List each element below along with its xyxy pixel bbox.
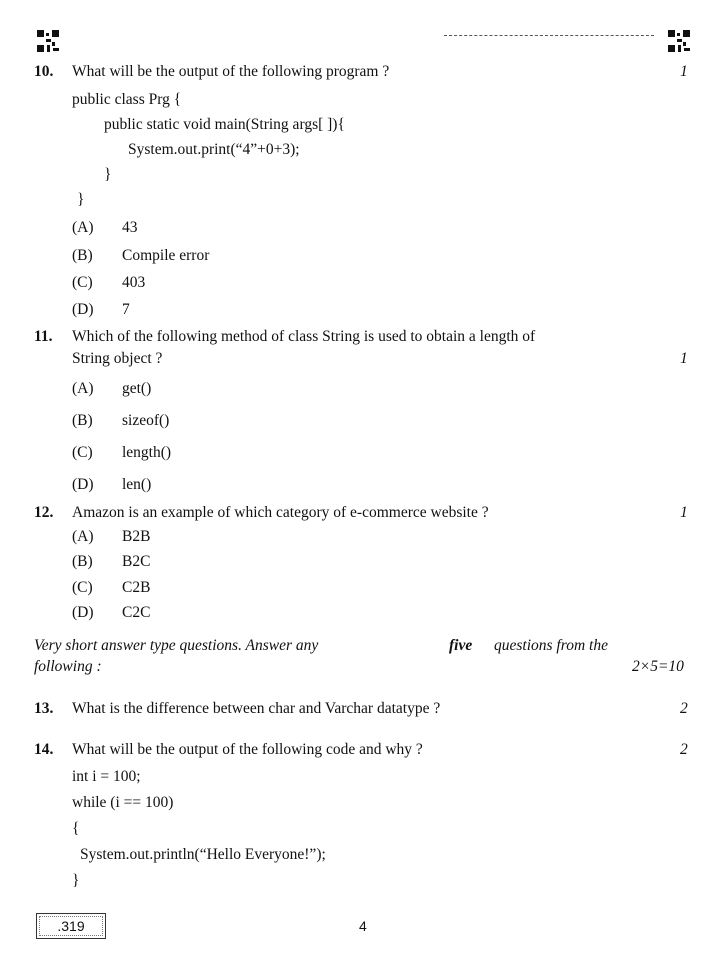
code-line: { [72, 820, 80, 837]
question-number: 13. [34, 700, 54, 717]
instruction-text: Very short answer type questions. Answer any [34, 637, 319, 654]
question-text: Which of the following method of class String is used to obtain a length of [72, 328, 536, 345]
header-dashed-line [444, 35, 654, 36]
question-number: 14. [34, 741, 54, 758]
instruction-emphasis: five [449, 637, 473, 654]
code-line: public static void main(String args[ ]){ [104, 116, 345, 133]
code-line: public class Prg { [72, 91, 182, 108]
option-text: 43 [122, 219, 138, 236]
question-marks: 2 [680, 700, 688, 717]
option-text: C2B [122, 579, 151, 596]
option-label: (B) [72, 553, 93, 570]
option-label: (D) [72, 604, 94, 621]
option-text: 7 [122, 301, 130, 318]
question-text: String object ? [72, 350, 163, 367]
option-label: (A) [72, 380, 94, 397]
option-text: B2B [122, 528, 151, 545]
question-text: What will be the output of the following program ? [72, 63, 390, 80]
code-line: System.out.println(“Hello Everyone!”); [80, 846, 326, 863]
option-label: (C) [72, 274, 93, 291]
option-text: len() [122, 476, 152, 493]
question-marks: 1 [680, 350, 688, 367]
question-number: 11. [34, 328, 53, 345]
code-line: System.out.print(“4”+0+3); [128, 141, 300, 158]
question-text: What will be the output of the following code and why ? [72, 741, 423, 758]
option-label: (D) [72, 301, 94, 318]
question-number: 10. [34, 63, 54, 80]
option-text: C2C [122, 604, 151, 621]
option-text: 403 [122, 274, 146, 291]
question-number: 12. [34, 504, 54, 521]
code-line: } [77, 191, 85, 208]
question-marks: 2 [680, 741, 688, 758]
question-text: Amazon is an example of which category of e-commerce website ? [72, 504, 489, 521]
question-marks: 1 [680, 63, 688, 80]
code-line: } [104, 166, 112, 183]
paper-code-box [36, 913, 106, 939]
paper-code: .319 [57, 918, 85, 934]
question-marks: 1 [680, 504, 688, 521]
code-line: } [72, 872, 80, 889]
section-instruction [34, 637, 318, 655]
instruction-text: following : [34, 658, 102, 675]
option-label: (B) [72, 247, 93, 264]
option-label: (C) [72, 444, 93, 461]
option-label: (D) [72, 476, 94, 493]
section-marks: 2×5=10 [632, 658, 684, 675]
qr-code-icon [37, 30, 59, 52]
question-text: What is the difference between char and Varchar datatype ? [72, 700, 441, 717]
option-text: B2C [122, 553, 151, 570]
option-text: sizeof() [122, 412, 170, 429]
code-line: while (i == 100) [72, 794, 174, 811]
instruction-text: questions from the [494, 637, 608, 654]
option-label: (A) [72, 219, 94, 236]
option-label: (A) [72, 528, 94, 545]
option-text: Compile error [122, 247, 210, 264]
option-text: get() [122, 380, 152, 397]
option-text: length() [122, 444, 172, 461]
qr-code-icon [668, 30, 690, 52]
page-number: 4 [359, 918, 367, 934]
option-label: (C) [72, 579, 93, 596]
code-line: int i = 100; [72, 768, 141, 785]
option-label: (B) [72, 412, 93, 429]
